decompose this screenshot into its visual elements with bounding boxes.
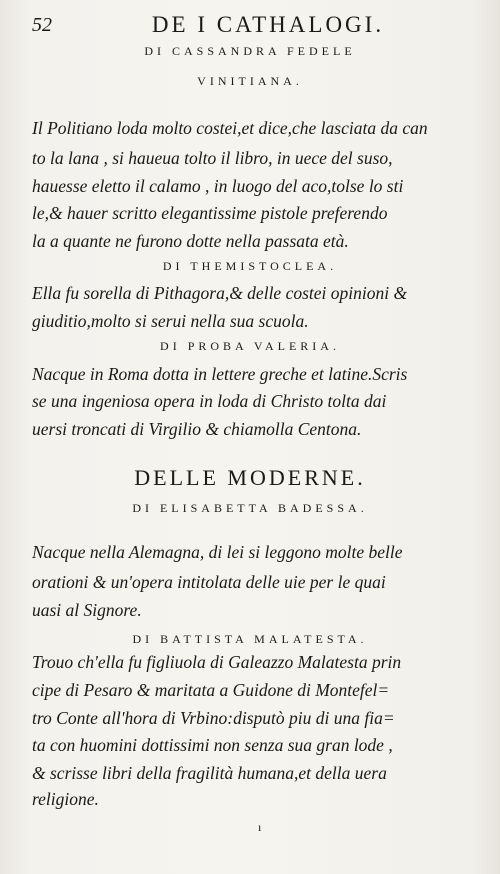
- text-line: cipe di Pesaro & maritata a Guidone di Montefel=: [32, 680, 390, 700]
- entry-heading: DI THEMISTOCLEA.: [162, 259, 338, 273]
- entry-heading: DI CASSANDRA FEDELE: [144, 44, 356, 58]
- page-header: [0, 6, 500, 42]
- signature-mark: ı: [258, 820, 262, 834]
- section-title: DELLE MODERNE.: [134, 465, 366, 490]
- entry-heading: DI PROBA VALERIA.: [160, 339, 340, 353]
- entry-heading-continued: VINITIANA.: [197, 74, 303, 88]
- text-line: & scrisse libri della fragilità humana,et della uera: [32, 763, 387, 783]
- text-line: Nacque in Roma dotta in lettere greche et latine.Scris: [32, 364, 408, 384]
- text-line: Ella fu sorella di Pithagora,& delle costei opinioni &: [32, 283, 408, 303]
- page-number: 52: [32, 14, 52, 36]
- entry-heading: DI BATTISTA MALATESTA.: [132, 632, 368, 646]
- entry-heading: DI ELISABETTA BADESSA.: [132, 501, 368, 515]
- text-line: religione.: [32, 789, 99, 809]
- text-line: ta con huomini dottissimi non senza sua gran lode ,: [32, 735, 393, 755]
- text-line: hauesse eletto il calamo , in luogo del aco,tolse lo sti: [32, 176, 404, 196]
- text-line: orationi & un'opera intitolata delle uie per le quai: [32, 572, 386, 592]
- running-title: DE I CATHALOGI.: [151, 12, 385, 37]
- text-line: le,& hauer scritto elegantissime pistole preferendo: [32, 203, 388, 223]
- text-line: uersi troncati di Virgilio & chiamolla Centona.: [32, 419, 362, 439]
- text-line: giuditio,molto si serui nella sua scuola.: [32, 311, 309, 331]
- text-line: Trouo ch'ella fu figliuola di Galeazzo Malatesta prin: [32, 652, 402, 672]
- text-line: tro Conte all'hora di Vrbino:disputò piu di una fia=: [32, 708, 395, 728]
- text-line: Il Politiano loda molto costei,et dice,che lasciata da can: [32, 118, 428, 138]
- text-line: la a quante ne furono dotte nella passata età.: [32, 231, 349, 251]
- text-line: Nacque nella Alemagna, di lei si leggono molte belle: [32, 542, 403, 562]
- text-line: to la lana , si haueua tolto il libro, in uece del suso,: [32, 148, 393, 168]
- text-line: se una ingeniosa opera in loda di Christo tolta dai: [32, 391, 387, 411]
- text-line: uasi al Signore.: [32, 600, 142, 620]
